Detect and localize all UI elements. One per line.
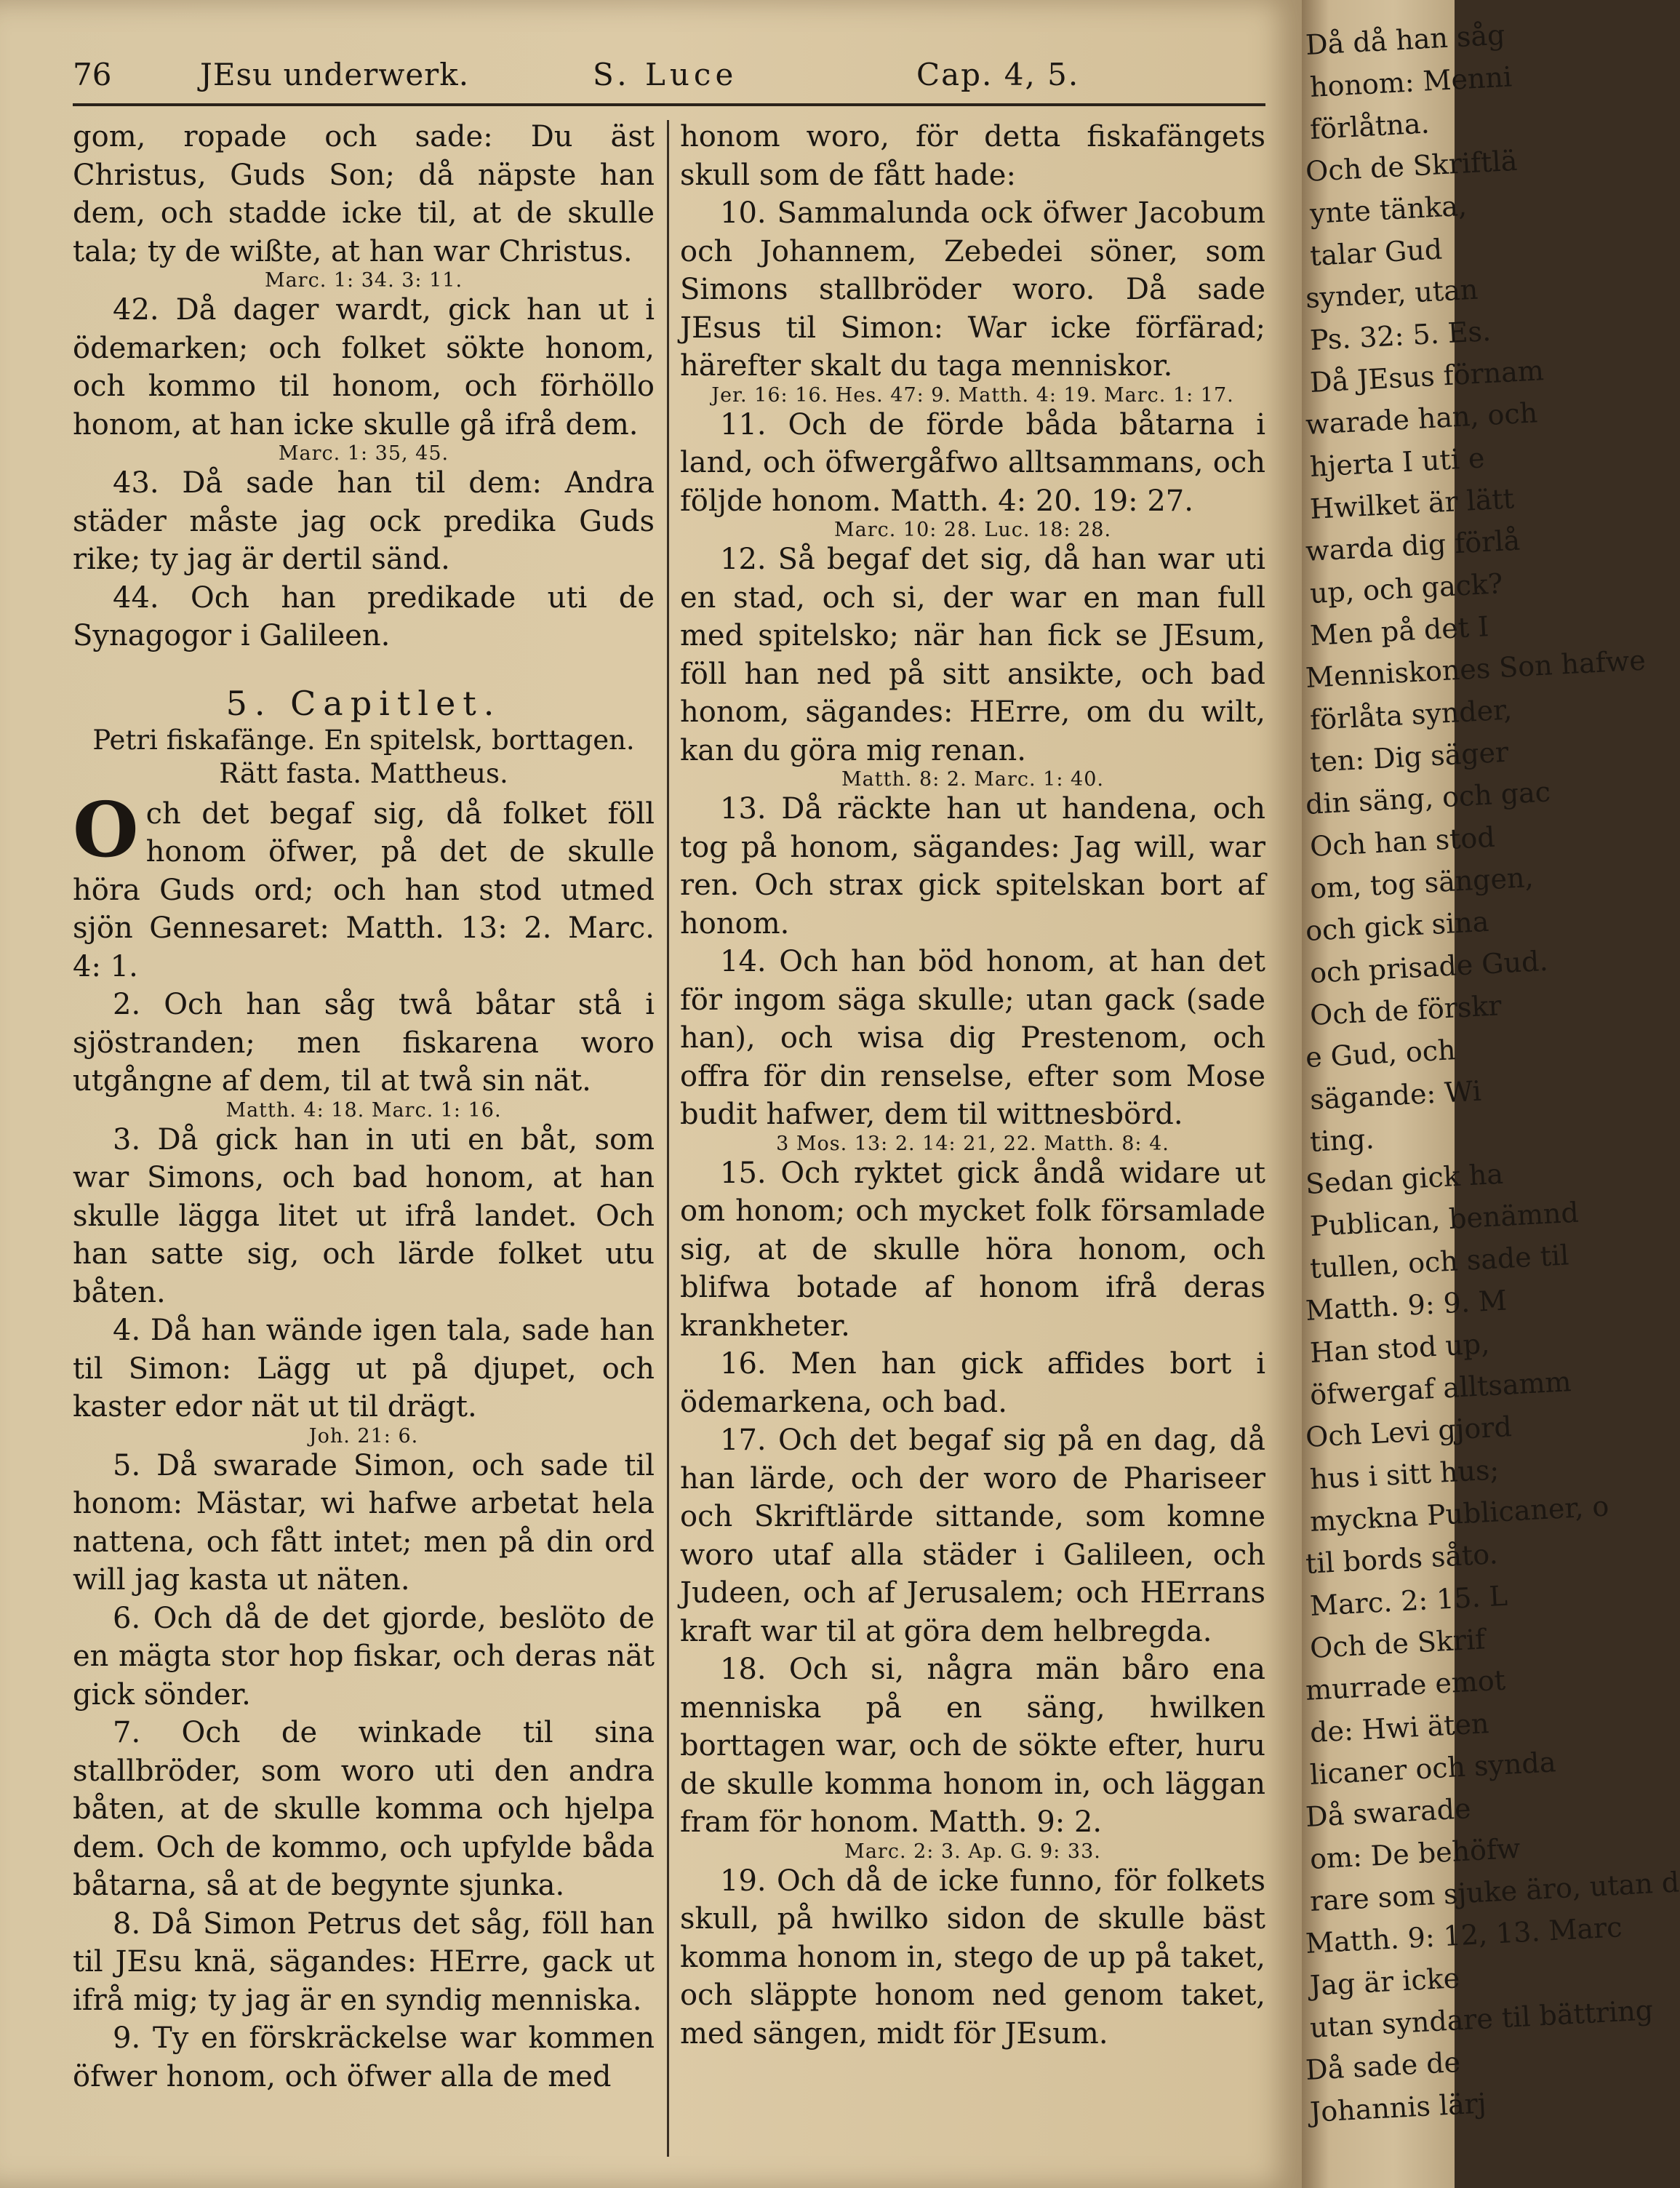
cross-reference: Matth. 8: 2. Marc. 1: 40. xyxy=(841,768,1104,791)
adjacent-page-line: Och de Skriftlä xyxy=(1305,144,1519,188)
cross-reference: Marc. 2: 3. Ap. G. 9: 33. xyxy=(844,1840,1101,1863)
adjacent-page-line: Han stod up, xyxy=(1309,1327,1491,1369)
adjacent-page-line: warade han, och xyxy=(1305,396,1539,441)
chapter-heading: 5. Capitlet. xyxy=(225,683,502,723)
adjacent-page-line: talar Gud xyxy=(1309,233,1444,272)
adjacent-page-line: ynte tänka, xyxy=(1309,189,1468,230)
adjacent-page-line: de: Hwi äten xyxy=(1309,1707,1490,1749)
verse-paragraph: 19. Och då de icke funno, för folkets skull, på hwilko sidon de skulle bäst komma honom in, stego de up på taket, och släppte honom ned genom taket, med sängen, midt för JEsum. xyxy=(680,1864,1265,2051)
drop-cap: O xyxy=(73,784,139,874)
cross-reference: Marc. 10: 28. Luc. 18: 28. xyxy=(833,519,1112,541)
adjacent-page-line: och gick sina xyxy=(1305,905,1490,947)
verse-paragraph: Och det begaf sig, då folket föll honom öfwer, på det de skulle höra Guds ord; och han stod utmed sjön Gennesaret: Matth. 13: 2. Marc. 4: 1. xyxy=(73,784,655,983)
adjacent-page-line: tullen, och sade til xyxy=(1309,1239,1570,1285)
adjacent-page-line: Jag är icke xyxy=(1309,1962,1461,2002)
adjacent-page-line: Johannis lärj xyxy=(1309,2087,1487,2128)
adjacent-page-edge xyxy=(1302,0,1680,2188)
chapter-summary: Petri fiskafänge. En spitelsk, borttagen. Rätt fasta. Mattheus. xyxy=(92,724,635,789)
cross-reference: Jer. 16: 16. Hes. 47: 9. Matth. 4: 19. Marc. 1: 17. xyxy=(711,383,1234,407)
adjacent-page-line: din säng, och gac xyxy=(1305,775,1551,820)
cross-reference: Joh. 21: 6. xyxy=(308,1424,419,1448)
adjacent-page-line: licaner och synda xyxy=(1309,1746,1557,1791)
cross-reference: Marc. 1: 35, 45. xyxy=(278,442,449,465)
column-divider xyxy=(667,120,669,2157)
adjacent-page-line: sägande: Wi xyxy=(1309,1074,1482,1116)
verse-paragraph: 2. Och han såg twå båtar stå i sjöstranden; men fiskarena woro utgångne af dem, til at twå sin nät. xyxy=(73,988,655,1098)
adjacent-page-line: hus i sitt hus; xyxy=(1309,1453,1500,1496)
adjacent-page-line: Och Levi gjord xyxy=(1305,1410,1513,1453)
adjacent-page-line: ting. xyxy=(1309,1122,1375,1158)
adjacent-page-line: ten: Dig säger xyxy=(1309,735,1510,778)
adjacent-page-line: om: De behöfw xyxy=(1309,1832,1521,1875)
adjacent-page-line: myckna Publicaner, o xyxy=(1309,1490,1610,1538)
verse-paragraph: 7. Och de winkade til sina stallbröder, som woro uti den andra båten, at de skulle komma och hjelpa dem. Och de kommo, och upfylde båda båtarna, så at de begynte sjunka. xyxy=(73,1716,655,1902)
verse-paragraph: 9. Ty en förskräckelse war kommen öfwer honom, och öfwer alla de med xyxy=(73,2021,655,2093)
verse-paragraph: 8. Då Simon Petrus det såg, föll han til JEsu knä, sägandes: HErre, gack ut ifrå mig; ty jag är en syndig menniska. xyxy=(73,1906,655,2017)
verse-paragraph: 42. Då dager wardt, gick han ut i ödemarken; och folket sökte honom, och kommo til honom, och förhöllo honom, at han icke skulle gå ifrå dem. xyxy=(73,293,655,442)
adjacent-page-line: Och de Skrif xyxy=(1309,1623,1487,1664)
cross-reference: Marc. 1: 34. 3: 11. xyxy=(264,269,463,292)
adjacent-page-line: warda dig förlå xyxy=(1305,524,1521,567)
adjacent-page-line: och prisade Gud. xyxy=(1309,944,1549,989)
verse-paragraph: 5. Då swarade Simon, och sade til honom: Mästar, wi hafwe arbetat hela nattena, och fått intet; men på din ord will jag kasta ut näten. xyxy=(73,1448,655,1597)
verse-paragraph: 13. Då räckte han ut handena, och tog på honom, sägandes: Jag will, war ren. Och strax gick spitelskan bort af honom. xyxy=(680,792,1265,941)
adjacent-page-line: förlåtna. xyxy=(1309,107,1431,145)
header-book-title: S. Luce xyxy=(593,57,738,92)
verse-paragraph: honom woro, för detta fiskafängets skull som de fått hade: xyxy=(680,120,1265,192)
adjacent-page-line: rare som sjuke äro, utan d xyxy=(1309,1866,1680,1917)
adjacent-page-line: Publican, benämnd xyxy=(1309,1196,1580,1242)
cross-reference: Matth. 4: 18. Marc. 1: 16. xyxy=(225,1098,502,1122)
adjacent-page-line: Och han stod xyxy=(1309,820,1496,863)
adjacent-page-line: Menniskones Son hafwe xyxy=(1305,644,1647,694)
adjacent-page-line: Då sade de xyxy=(1305,2045,1462,2086)
adjacent-page-line: murrade emot xyxy=(1305,1664,1506,1706)
verse-paragraph: 17. Och det begaf sig på en dag, då han lärde, och der woro de Phariseer och Skriftlärde sittande, som komne woro utaf alla städer i Galileen, och Judeen, och af Jerusalem; och HErrans kraft war til at göra dem helbregda. xyxy=(680,1424,1265,1648)
adjacent-page-line: Då swarade xyxy=(1305,1792,1472,1833)
adjacent-page-line: e Gud, och xyxy=(1305,1034,1457,1074)
verse-paragraph: gom, ropade och sade: Du äst Christus, Guds Son; då näpste han dem, och stadde icke til, at de skulle tala; ty de wißte, at han war Christus. xyxy=(73,120,655,268)
verse-paragraph: 16. Men han gick affides bort i ödemarkena, och bad. xyxy=(680,1347,1265,1419)
adjacent-page-line: Marc. 2: 15. L xyxy=(1309,1579,1508,1622)
running-header xyxy=(73,51,1265,102)
adjacent-page-line: synder, utan xyxy=(1305,273,1479,314)
adjacent-page-line: Men på det I xyxy=(1309,610,1490,652)
adjacent-page-line: Hwilket är lätt xyxy=(1309,482,1516,525)
verse-paragraph: 10. Sammalunda ock öfwer Jacobum och Johannem, Zebedei söner, som Simons stallbröder woro. Då sade JEsus til Simon: War icke förfärad; härefter skalt du taga menniskor. xyxy=(680,196,1265,383)
adjacent-page-line: förlåta synder, xyxy=(1309,693,1513,736)
header-left-title: JEsu underwerk. xyxy=(200,57,470,92)
header-rule xyxy=(73,103,1265,106)
verse-paragraph: 6. Och då de det gjorde, beslöto de en mägta stor hop fiskar, och deras nät gick sönder. xyxy=(73,1601,655,1712)
adjacent-page-line: up, och gack? xyxy=(1309,567,1504,610)
cross-reference: 3 Mos. 13: 2. 14: 21, 22. Matth. 8: 4. xyxy=(776,1132,1169,1155)
header-chapter-range: Cap. 4, 5. xyxy=(916,57,1080,92)
adjacent-page-line: hjerta I uti e xyxy=(1309,442,1486,483)
adjacent-page-line: Och de förskr xyxy=(1309,989,1503,1031)
adjacent-page-line: om, tog sängen, xyxy=(1309,861,1535,905)
verse-paragraph: 15. Och ryktet gick åndå widare ut om honom; och mycket folk församlade sig, at de skulle höra honom, och blifwa botade af honom ifrå deras krankheter. xyxy=(680,1156,1265,1343)
verse-paragraph: 43. Då sade han til dem: Andra städer måste jag ock predika Guds rike; ty jag är dertil sänd. xyxy=(73,466,655,576)
verse-paragraph: 12. Så begaf det sig, då han war uti en stad, och si, der war en man full med spitelsko; när han fick se JEsum, föll han ned på sitt ansikte, och bad honom, sägandes: HErre, om du wilt, kan du göra mig renan. xyxy=(680,543,1265,767)
adjacent-page-line: Matth. 9: 9. M xyxy=(1305,1284,1508,1327)
verse-paragraph: 3. Då gick han in uti en båt, som war Simons, och bad honom, at han skulle lägga litet ut ifrå landet. Och han satte sig, och lärde folket utu båten. xyxy=(73,1122,655,1309)
verse-paragraph: 44. Och han predikade uti de Synagogor i Galileen. xyxy=(73,580,655,652)
adjacent-page-line: Matth. 9: 12, 13. Marc xyxy=(1305,1911,1623,1960)
verse-paragraph: 11. Och de förde båda båtarna i land, och öfwergåfwo alltsammans, och följde honom. Matth. 4: 20. 19: 27. xyxy=(680,407,1265,518)
adjacent-page-line: utan syndare til bättring xyxy=(1309,1994,1655,2044)
adjacent-page-line: öfwergaf alltsamm xyxy=(1309,1365,1572,1411)
page-number: 76 xyxy=(73,57,112,92)
adjacent-page-line: til bords såto. xyxy=(1305,1538,1499,1580)
verse-paragraph: 18. Och si, några män båro ena menniska på en säng, hwilken borttagen war, och de sökte efter, huru de skulle komma honom in, och läggan fram för honom. Matth. 9: 2. xyxy=(680,1653,1265,1839)
adjacent-page-line: Då då han såg xyxy=(1305,18,1506,61)
verse-paragraph: 4. Då han wände igen tala, sade han til Simon: Lägg ut på djupet, och kaster edor nät ut til drägt. xyxy=(73,1314,655,1424)
adjacent-page-line: honom: Menni xyxy=(1309,60,1513,103)
adjacent-page-line: Sedan gick ha xyxy=(1305,1157,1504,1200)
left-text-column xyxy=(73,118,655,2096)
right-text-column xyxy=(680,118,1265,2053)
adjacent-page-line: Ps. 32: 5. Es. xyxy=(1309,314,1492,356)
verse-paragraph: 14. Och han böd honom, at han det för ingom säga skulle; utan gack (sade han), och wisa dig Prestenom, och offra för din renselse, efter som Mose budit hafwer, dem til wittnesbörd. xyxy=(680,945,1265,1131)
adjacent-page-line: Då JEsus förnam xyxy=(1309,354,1545,399)
